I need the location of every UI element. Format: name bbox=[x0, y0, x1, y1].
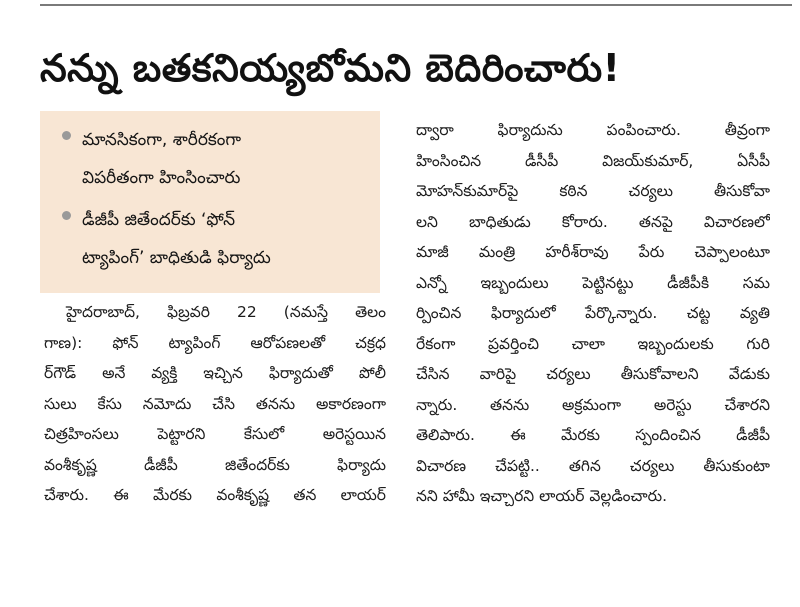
article-line: తెలిపారు. ఈ మేరకు స్పందించిన డీజీపీ bbox=[416, 426, 770, 444]
article-line: ఎన్నో ఇబ్బందులు పెట్టినట్టు డీజీపీకి సమ bbox=[416, 273, 770, 292]
article-line: చేశారు. ఈ మేరకు వంశీకృష్ణ తన లాయర్ bbox=[44, 486, 386, 504]
top-rule bbox=[40, 4, 792, 6]
highlight-item bbox=[62, 121, 370, 197]
article-line: రేకంగా ప్రవర్తించి చాలా ఇబ్బందులకు గురి bbox=[416, 334, 770, 353]
article-line: న్నారు. తనను అక్రమంగా అరెస్టు చేశారని bbox=[416, 395, 770, 414]
article-line: ద్వారా ఫిర్యాదును పంపించారు. తీవ్రంగా bbox=[416, 121, 770, 139]
article-line: మాజీ మంత్రి హరీశ్‌రావు పేరు చెప్పాలంటూ bbox=[416, 243, 770, 261]
article-line: లని బాధితుడు కోరారు. తనపై విచారణలో bbox=[416, 212, 770, 231]
article-line: గాణ): ఫోన్ ట్యాపింగ్ ఆరోపణలతో చక్రధ bbox=[44, 333, 386, 352]
article-line: సులు కేసు నమోదు చేసి తనను అకారణంగా bbox=[44, 394, 386, 413]
article-line: మోహన్‌కుమార్‌పై కఠిన చర్యలు తీసుకోవా bbox=[416, 182, 770, 200]
article-line: వంశీకృష్ణ డీజీపీ జితేందర్‌కు ఫిర్యాదు bbox=[44, 455, 386, 474]
article-line: ర్పించిన ఫిర్యాదులో పేర్కొన్నారు. చట్ట వ్యతి bbox=[416, 304, 770, 322]
article-line: హైదరాబాద్, ఫిబ్రవరి 22 (నమస్తే తెలం bbox=[66, 303, 386, 321]
article-left-column bbox=[44, 297, 386, 511]
highlight-box bbox=[40, 111, 380, 293]
article-line: విచారణ చేపట్టి.. తగిన చర్యలు తీసుకుంటా bbox=[416, 456, 770, 475]
article-right-column bbox=[416, 115, 770, 512]
article-line: నని హామీ ఇచ్చారని లాయర్ వెల్లడించారు. bbox=[416, 487, 668, 505]
highlight-line: మానసికంగా, శారీరకంగా bbox=[82, 130, 242, 150]
article-line: హింసించిన డీసీపీ విజయ్‌కుమార్, ఏసీపీ bbox=[416, 151, 770, 170]
bullet-icon bbox=[62, 211, 71, 220]
highlight-line: విపరీతంగా హింసించారు bbox=[82, 168, 241, 188]
bullet-icon bbox=[62, 131, 71, 140]
headline: నన్ను బతకనియ్యబోమని బెదిరించారు! bbox=[40, 46, 621, 90]
highlight-line: డీజీపీ జితేందర్‌కు ‘ఫోన్ bbox=[82, 210, 236, 230]
article-line: చిత్రహింసలు పెట్టారని కేసులో అరెస్టయిన bbox=[44, 425, 386, 443]
article-line: చేసిన వారిపై చర్యలు తీసుకోవాలని వేడుకు bbox=[416, 365, 770, 383]
highlight-line: ట్యాపింగ్’ బాధితుడి ఫిర్యాదు bbox=[82, 248, 271, 268]
article-line: ర్‌గౌడ్ అనే వ్యక్తి ఇచ్చిన ఫిర్యాదుతో పోలీ bbox=[44, 364, 386, 382]
highlight-item bbox=[62, 201, 370, 277]
